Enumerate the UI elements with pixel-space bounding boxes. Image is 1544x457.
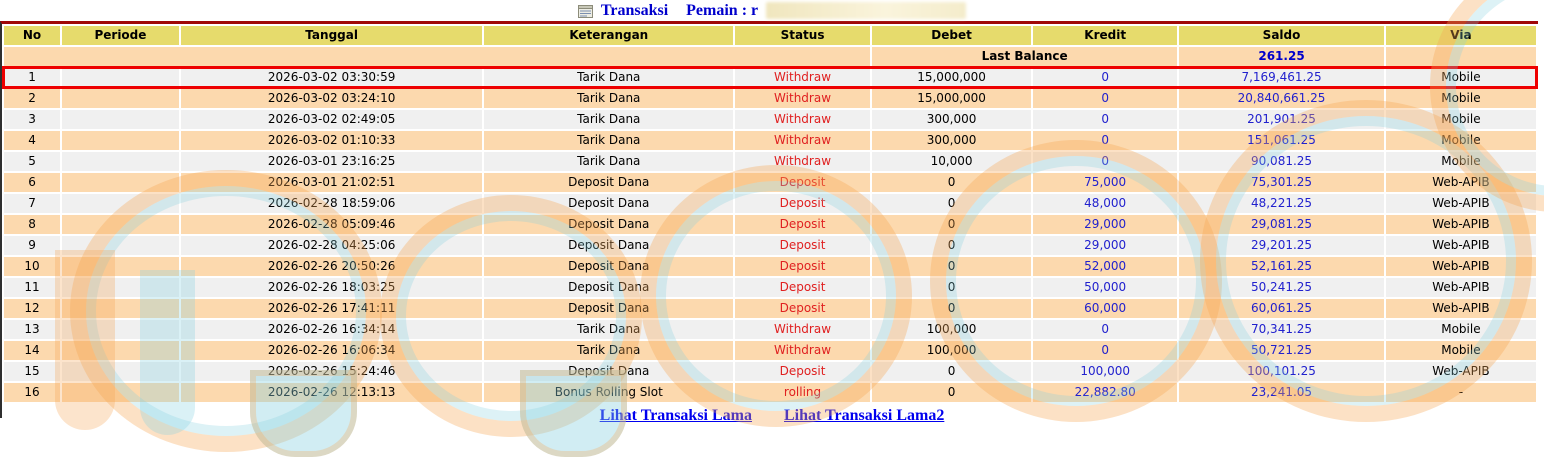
cell-periode xyxy=(62,341,179,360)
cell-periode xyxy=(62,152,179,171)
cell-debet: 100,000 xyxy=(872,341,1031,360)
cell-saldo: 100,101.25 xyxy=(1179,362,1384,381)
cell-periode xyxy=(62,89,179,108)
cell-keterangan: Tarik Dana xyxy=(484,320,733,339)
cell-saldo: 201,901.25 xyxy=(1179,110,1384,129)
cell-saldo: 151,061.25 xyxy=(1179,131,1384,150)
cell-kredit: 0 xyxy=(1033,152,1177,171)
link-lihat-transaksi-lama2[interactable]: Lihat Transaksi Lama2 xyxy=(784,407,945,424)
cell-debet: 15,000,000 xyxy=(872,68,1031,87)
cell-debet: 0 xyxy=(872,236,1031,255)
cell-periode xyxy=(62,215,179,234)
cell-tanggal: 2026-03-02 03:30:59 xyxy=(181,68,483,87)
cell-keterangan: Deposit Dana xyxy=(484,299,733,318)
cell-status: Withdraw xyxy=(735,68,870,87)
cell-via: Web-APIB xyxy=(1386,236,1536,255)
cell-no: 6 xyxy=(4,173,60,192)
cell-via: Web-APIB xyxy=(1386,362,1536,381)
cell-via: Mobile xyxy=(1386,89,1536,108)
cell-via: Mobile xyxy=(1386,341,1536,360)
cell-keterangan: Deposit Dana xyxy=(484,362,733,381)
cell-status: Deposit xyxy=(735,257,870,276)
cell-kredit: 0 xyxy=(1033,89,1177,108)
last-balance-value: 261.25 xyxy=(1179,47,1384,66)
cell-periode xyxy=(62,299,179,318)
cell-debet: 0 xyxy=(872,383,1031,402)
cell-tanggal: 2026-02-26 18:03:25 xyxy=(181,278,483,297)
cell-saldo: 29,081.25 xyxy=(1179,215,1384,234)
cell-tanggal: 2026-02-26 16:34:14 xyxy=(181,320,483,339)
cell-no: 8 xyxy=(4,215,60,234)
cell-status: Withdraw xyxy=(735,320,870,339)
cell-debet: 0 xyxy=(872,362,1031,381)
cell-tanggal: 2026-03-01 23:16:25 xyxy=(181,152,483,171)
cell-debet: 300,000 xyxy=(872,110,1031,129)
transactions-table xyxy=(2,24,1538,404)
last-balance-label: Last Balance xyxy=(872,47,1177,66)
cell-periode xyxy=(62,320,179,339)
cell-debet: 15,000,000 xyxy=(872,89,1031,108)
cell-keterangan: Tarik Dana xyxy=(484,68,733,87)
transaction-row xyxy=(4,110,1536,129)
cell-tanggal: 2026-03-02 03:24:10 xyxy=(181,89,483,108)
cell-kredit: 29,000 xyxy=(1033,236,1177,255)
cell-periode xyxy=(62,383,179,402)
transaction-row xyxy=(4,215,1536,234)
cell-tanggal: 2026-02-26 15:24:46 xyxy=(181,362,483,381)
cell-kredit: 0 xyxy=(1033,131,1177,150)
cell-debet: 0 xyxy=(872,278,1031,297)
cell-no: 10 xyxy=(4,257,60,276)
cell-via: Web-APIB xyxy=(1386,173,1536,192)
cell-status: Deposit xyxy=(735,362,870,381)
cell-via: Mobile xyxy=(1386,152,1536,171)
cell-status: Deposit xyxy=(735,278,870,297)
column-header-periode: Periode xyxy=(62,26,179,45)
cell-no: 4 xyxy=(4,131,60,150)
cell-no: 15 xyxy=(4,362,60,381)
cell-tanggal: 2026-02-28 04:25:06 xyxy=(181,236,483,255)
cell-saldo: 52,161.25 xyxy=(1179,257,1384,276)
cell-no: 14 xyxy=(4,341,60,360)
cell-saldo: 50,721.25 xyxy=(1179,341,1384,360)
transaction-row xyxy=(4,68,1536,87)
cell-tanggal: 2026-02-26 16:06:34 xyxy=(181,341,483,360)
column-header-keterangan: Keterangan xyxy=(484,26,733,45)
cell-status: Withdraw xyxy=(735,131,870,150)
cell-keterangan: Tarik Dana xyxy=(484,110,733,129)
footer-links xyxy=(0,407,1544,425)
cell-keterangan: Tarik Dana xyxy=(484,89,733,108)
cell-kredit: 52,000 xyxy=(1033,257,1177,276)
transaction-row xyxy=(4,257,1536,276)
cell-no: 11 xyxy=(4,278,60,297)
last-balance-spacer-cell xyxy=(4,47,870,66)
cell-keterangan: Tarik Dana xyxy=(484,152,733,171)
cell-kredit: 0 xyxy=(1033,341,1177,360)
cell-periode xyxy=(62,110,179,129)
cell-status: Deposit xyxy=(735,194,870,213)
cell-via: Mobile xyxy=(1386,110,1536,129)
cell-periode xyxy=(62,257,179,276)
cell-no: 5 xyxy=(4,152,60,171)
cell-kredit: 0 xyxy=(1033,68,1177,87)
cell-status: rolling xyxy=(735,383,870,402)
transaction-row xyxy=(4,341,1536,360)
transactions-table-frame xyxy=(0,21,1538,418)
cell-periode xyxy=(62,131,179,150)
title-pemain: Pemain : r xyxy=(686,1,759,19)
transaction-row xyxy=(4,299,1536,318)
cell-tanggal: 2026-02-28 18:59:06 xyxy=(181,194,483,213)
transaction-row xyxy=(4,383,1536,402)
cell-status: Deposit xyxy=(735,236,870,255)
cell-saldo: 23,241.05 xyxy=(1179,383,1384,402)
cell-keterangan: Deposit Dana xyxy=(484,173,733,192)
cell-periode xyxy=(62,278,179,297)
cell-via: Web-APIB xyxy=(1386,299,1536,318)
cell-kredit: 100,000 xyxy=(1033,362,1177,381)
cell-status: Deposit xyxy=(735,299,870,318)
cell-kredit: 22,882.80 xyxy=(1033,383,1177,402)
column-header-saldo: Saldo xyxy=(1179,26,1384,45)
cell-via: Mobile xyxy=(1386,131,1536,150)
cell-tanggal: 2026-03-02 01:10:33 xyxy=(181,131,483,150)
cell-no: 3 xyxy=(4,110,60,129)
cell-status: Deposit xyxy=(735,173,870,192)
table-header-row xyxy=(4,26,1536,45)
transaction-row xyxy=(4,236,1536,255)
cell-status: Withdraw xyxy=(735,341,870,360)
cell-tanggal: 2026-02-28 05:09:46 xyxy=(181,215,483,234)
cell-debet: 0 xyxy=(872,173,1031,192)
cell-tanggal: 2026-02-26 12:13:13 xyxy=(181,383,483,402)
cell-tanggal: 2026-03-02 02:49:05 xyxy=(181,110,483,129)
cell-saldo: 90,081.25 xyxy=(1179,152,1384,171)
cell-no: 9 xyxy=(4,236,60,255)
link-lihat-transaksi-lama[interactable]: Lihat Transaksi Lama xyxy=(599,407,752,424)
cell-saldo: 50,241.25 xyxy=(1179,278,1384,297)
cell-no: 2 xyxy=(4,89,60,108)
page-title xyxy=(0,0,1544,21)
cell-status: Withdraw xyxy=(735,110,870,129)
cell-status: Withdraw xyxy=(735,89,870,108)
cell-via: Web-APIB xyxy=(1386,278,1536,297)
column-header-debet: Debet xyxy=(872,26,1031,45)
transaction-row xyxy=(4,320,1536,339)
cell-kredit: 0 xyxy=(1033,320,1177,339)
cell-via: - xyxy=(1386,383,1536,402)
transaction-row xyxy=(4,194,1536,213)
transaction-row xyxy=(4,131,1536,150)
cell-kredit: 50,000 xyxy=(1033,278,1177,297)
cell-keterangan: Deposit Dana xyxy=(484,236,733,255)
cell-tanggal: 2026-02-26 17:41:11 xyxy=(181,299,483,318)
last-balance-via-cell xyxy=(1386,47,1536,66)
column-header-tanggal: Tanggal xyxy=(181,26,483,45)
cell-via: Web-APIB xyxy=(1386,215,1536,234)
cell-saldo: 29,201.25 xyxy=(1179,236,1384,255)
title-transaksi: Transaksi xyxy=(600,1,669,19)
transaction-row xyxy=(4,362,1536,381)
cell-debet: 0 xyxy=(872,257,1031,276)
transaction-row xyxy=(4,89,1536,108)
cell-debet: 0 xyxy=(872,215,1031,234)
cell-saldo: 75,301.25 xyxy=(1179,173,1384,192)
report-icon xyxy=(578,5,593,18)
cell-periode xyxy=(62,194,179,213)
cell-tanggal: 2026-02-26 20:50:26 xyxy=(181,257,483,276)
cell-via: Web-APIB xyxy=(1386,257,1536,276)
cell-keterangan: Deposit Dana xyxy=(484,215,733,234)
last-balance-row xyxy=(4,47,1536,66)
column-header-kredit: Kredit xyxy=(1033,26,1177,45)
cell-kredit: 0 xyxy=(1033,110,1177,129)
column-header-no: No xyxy=(4,26,60,45)
cell-keterangan: Tarik Dana xyxy=(484,131,733,150)
transaction-row xyxy=(4,278,1536,297)
cell-no: 7 xyxy=(4,194,60,213)
cell-no: 12 xyxy=(4,299,60,318)
cell-debet: 0 xyxy=(872,299,1031,318)
cell-debet: 100,000 xyxy=(872,320,1031,339)
cell-status: Deposit xyxy=(735,215,870,234)
cell-periode xyxy=(62,173,179,192)
cell-via: Mobile xyxy=(1386,68,1536,87)
cell-saldo: 70,341.25 xyxy=(1179,320,1384,339)
cell-kredit: 48,000 xyxy=(1033,194,1177,213)
redacted-player-name xyxy=(766,2,966,19)
cell-keterangan: Bonus Rolling Slot xyxy=(484,383,733,402)
cell-status: Withdraw xyxy=(735,152,870,171)
cell-saldo: 60,061.25 xyxy=(1179,299,1384,318)
cell-via: Web-APIB xyxy=(1386,194,1536,213)
transaction-row xyxy=(4,152,1536,171)
cell-debet: 10,000 xyxy=(872,152,1031,171)
cell-tanggal: 2026-03-01 21:02:51 xyxy=(181,173,483,192)
column-header-via: Via xyxy=(1386,26,1536,45)
cell-no: 16 xyxy=(4,383,60,402)
cell-keterangan: Tarik Dana xyxy=(484,341,733,360)
cell-saldo: 7,169,461.25 xyxy=(1179,68,1384,87)
cell-via: Mobile xyxy=(1386,320,1536,339)
cell-kredit: 29,000 xyxy=(1033,215,1177,234)
cell-keterangan: Deposit Dana xyxy=(484,278,733,297)
cell-keterangan: Deposit Dana xyxy=(484,194,733,213)
cell-periode xyxy=(62,68,179,87)
column-header-status: Status xyxy=(735,26,870,45)
cell-debet: 300,000 xyxy=(872,131,1031,150)
cell-periode xyxy=(62,362,179,381)
cell-no: 13 xyxy=(4,320,60,339)
cell-kredit: 75,000 xyxy=(1033,173,1177,192)
cell-saldo: 48,221.25 xyxy=(1179,194,1384,213)
transaction-row xyxy=(4,173,1536,192)
cell-kredit: 60,000 xyxy=(1033,299,1177,318)
cell-debet: 0 xyxy=(872,194,1031,213)
cell-no: 1 xyxy=(4,68,60,87)
cell-saldo: 20,840,661.25 xyxy=(1179,89,1384,108)
cell-keterangan: Deposit Dana xyxy=(484,257,733,276)
cell-periode xyxy=(62,236,179,255)
